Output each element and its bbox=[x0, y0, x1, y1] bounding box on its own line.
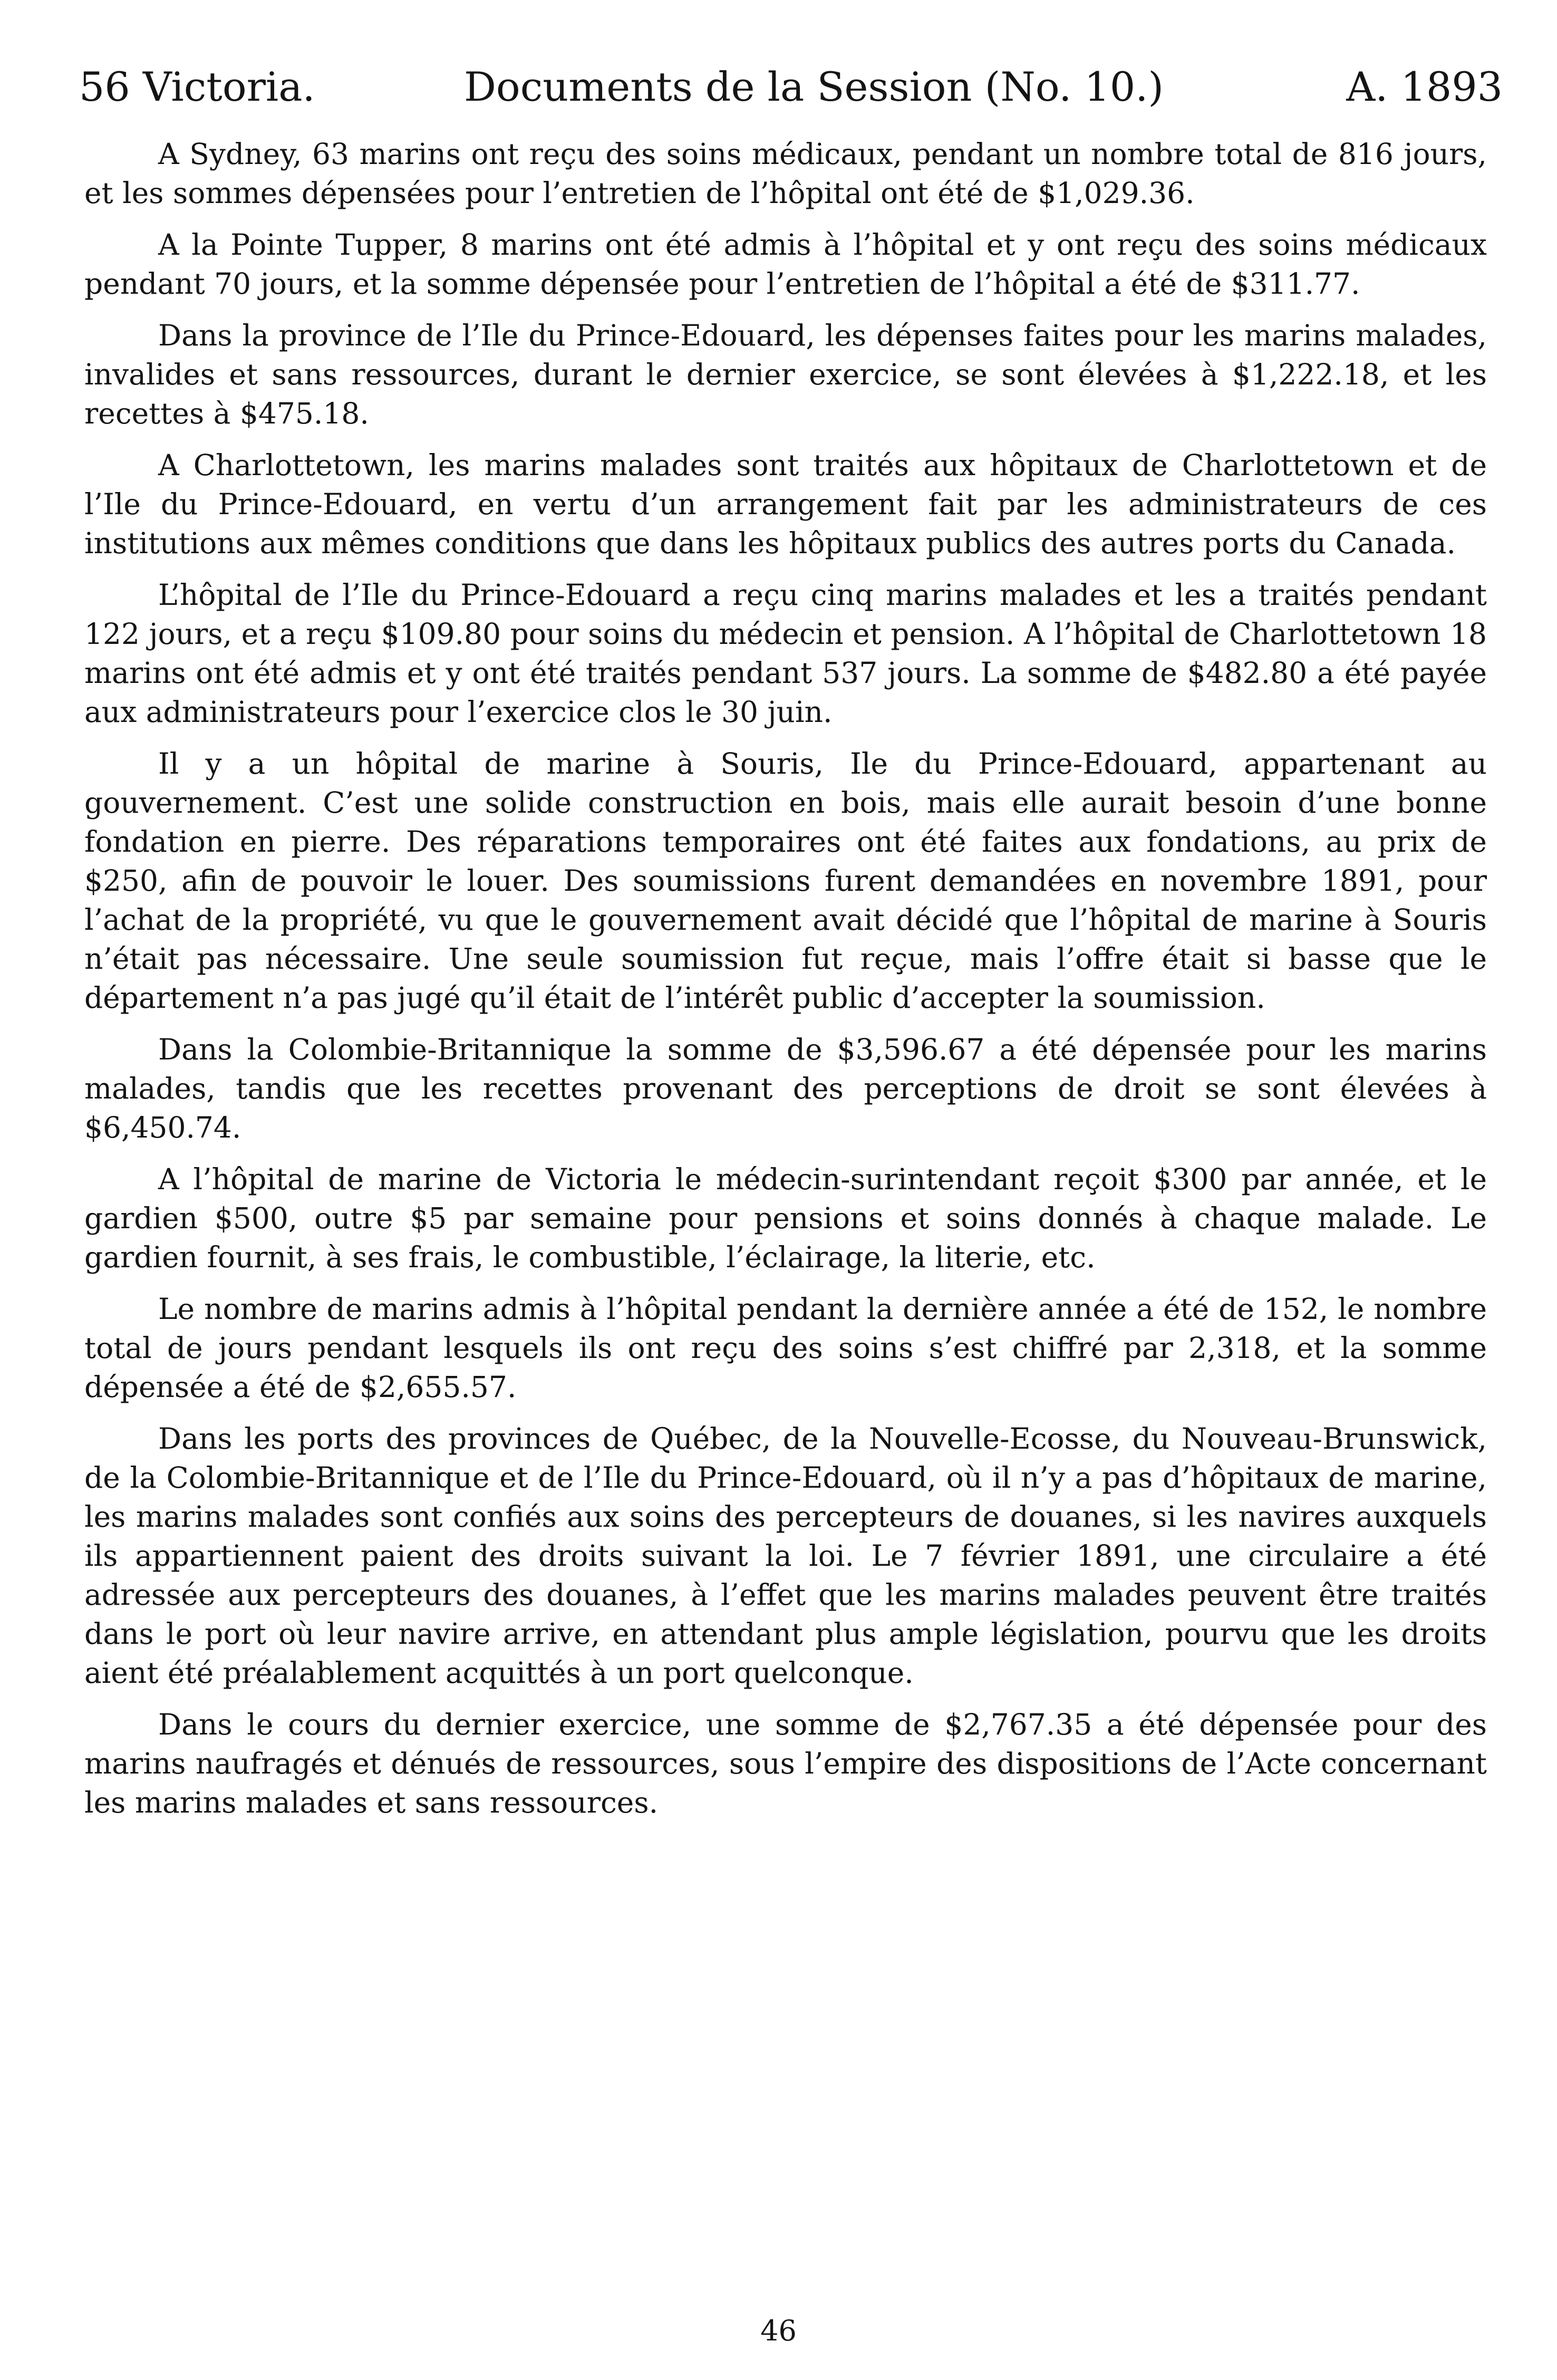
paragraph: Dans la province de l’Ile du Prince-Edouard, les dépenses faites pour les marins malades, invalides et sans ressources, durant le dernier exercice, se sont élevées à $1,222.18, et les recettes à $475.18. bbox=[84, 319, 1487, 430]
paragraph: A Sydney, 63 marins ont reçu des soins médicaux, pendant un nombre total de 816 jours, et les sommes dépensées pour l’entretien de l’hôpital ont été de $1,029.36. bbox=[84, 137, 1487, 210]
header-session: 56 Victoria. bbox=[79, 63, 315, 110]
paragraph: A Charlottetown, les marins malades sont traités aux hôpitaux de Charlottetown et de l’Ile du Prince-Edouard, en vertu d’un arrangement fait par les administrateurs de ces institutions aux mêmes conditions que dans les hôpitaux publics des autres ports du Canada. bbox=[84, 448, 1487, 560]
paragraph: Il y a un hôpital de marine à Souris, Ile du Prince-Edouard, appartenant au gouvernement. C’est une solide construction en bois, mais elle aurait besoin d’une bonne fondation en pierre. Des réparations temporaires ont été faites aux fondations, au prix de $250, afin de pouvoir le louer. Des soumissions furent demandées en novembre 1891, pour l’achat de la propriété, vu que le gouvernement avait décidé que l’hôpital de marine à Souris n’était pas nécessaire. Une seule soumission fut reçue, mais l’offre était si basse que le département n’a pas jugé qu’il était de l’intérêt public d’accepter la soumission. bbox=[84, 747, 1487, 1015]
page-number: 46 bbox=[760, 2314, 797, 2347]
paragraph: Dans la Colombie-Britannique la somme de $3,596.67 a été dépensée pour les marins malades, tandis que les recettes provenant des perceptions de droit se sont élevées à $6,450.74. bbox=[84, 1033, 1487, 1144]
running-header bbox=[79, 58, 1503, 116]
body-text bbox=[84, 134, 1487, 1835]
paragraph: A l’hôpital de marine de Victoria le médecin-surintendant reçoit $300 par année, et le gardien $500, outre $5 par semaine pour pensions et soins donnés à chaque malade. Le gardien fournit, à ses frais, le combustible, l’éclairage, la literie, etc. bbox=[84, 1162, 1487, 1274]
header-title: Documents de la Session (No. 10.) bbox=[464, 63, 1164, 110]
paragraph: Dans le cours du dernier exercice, une somme de $2,767.35 a été dépensée pour des marins naufragés et dénués de ressources, sous l’empire des dispositions de l’Acte concernant les marins malades et sans ressources. bbox=[84, 1708, 1487, 1819]
paragraph: Dans les ports des provinces de Québec, de la Nouvelle-Ecosse, du Nouveau-Brunswick, de la Colombie-Britannique et de l’Ile du Prince-Edouard, où il n’y a pas d’hôpitaux de marine, les marins malades sont confiés aux soins des percepteurs de douanes, si les navires auxquels ils appartiennent paient des droits suivant la loi. Le 7 février 1891, une circulaire a été adressée aux percepteurs des douanes, à l’effet que les marins malades peuvent être traités dans le port où leur navire arrive, en attendant plus ample législation, pourvu que les droits aient été préalablement acquittés à un port quelconque. bbox=[84, 1422, 1487, 1690]
header-year: A. 1893 bbox=[1346, 63, 1503, 110]
paragraph: A la Pointe Tupper, 8 marins ont été admis à l’hôpital et y ont reçu des soins médicaux pendant 70 jours, et la somme dépensée pour l’entretien de l’hôpital a été de $311.77. bbox=[84, 228, 1487, 301]
paragraph: Le nombre de marins admis à l’hôpital pendant la dernière année a été de 152, le nombre total de jours pendant lesquels ils ont reçu des soins s’est chiffré par 2,318, et la somme dépensée a été de $2,655.57. bbox=[84, 1292, 1487, 1404]
paragraph: L’hôpital de l’Ile du Prince-Edouard a reçu cinq marins malades et les a traités pendant 122 jours, et a reçu $109.80 pour soins du médecin et pension. A l’hôpital de Charlottetown 18 marins ont été admis et y ont été traités pendant 537 jours. La somme de $482.80 a été payée aux administrateurs pour l’exercice clos le 30 juin. bbox=[84, 578, 1487, 729]
